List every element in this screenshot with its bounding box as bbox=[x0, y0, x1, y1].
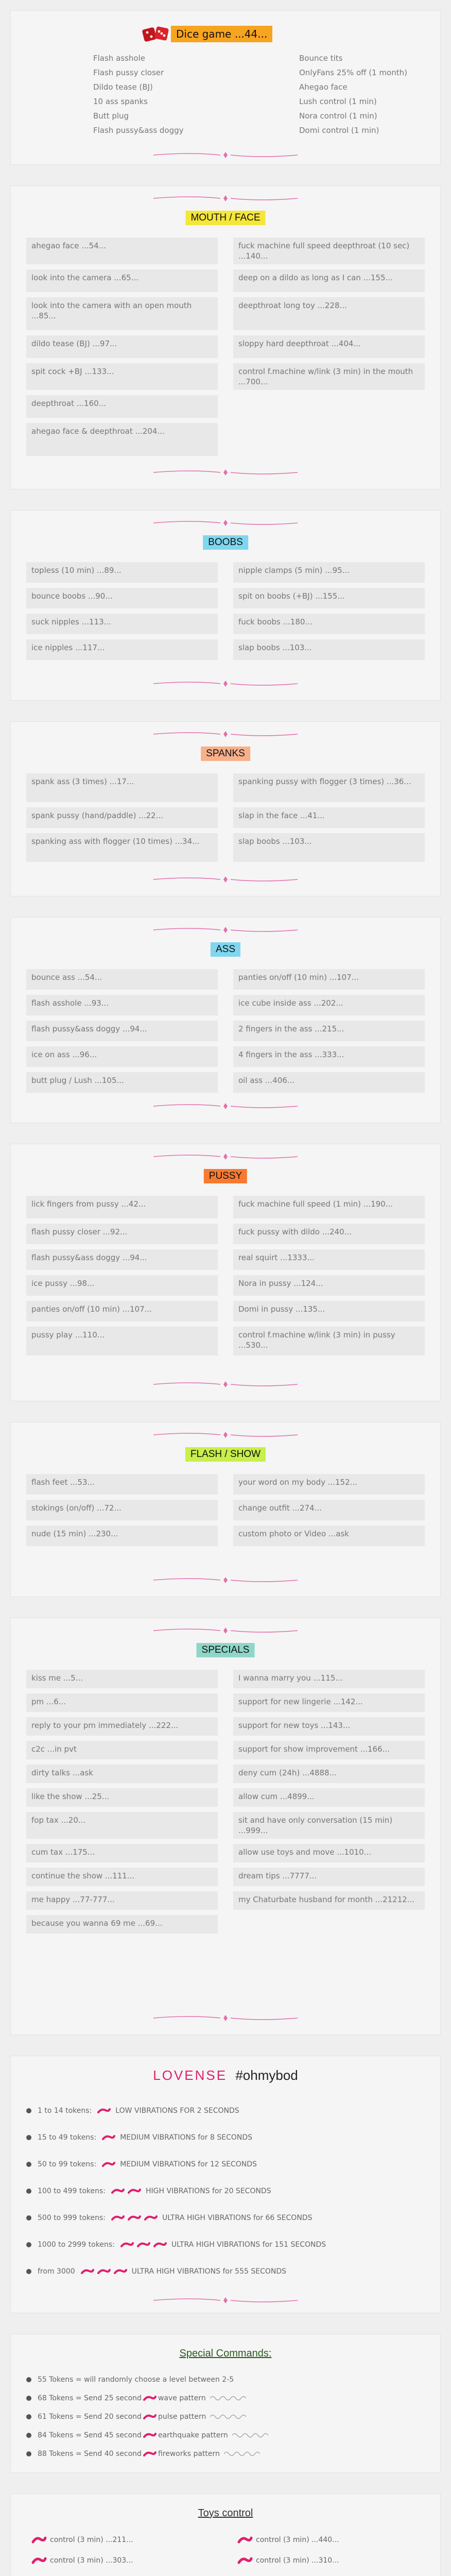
dice-option: 10 ass spanks bbox=[93, 97, 148, 106]
empty-cell bbox=[233, 395, 425, 418]
dice-panel bbox=[10, 10, 441, 165]
toy-control-text: control (3 min) ...303... bbox=[50, 2556, 133, 2565]
vibrator-icon bbox=[31, 2556, 47, 2565]
bullet-icon bbox=[26, 2215, 31, 2221]
menu-item: ice on ass ...96... bbox=[26, 1046, 218, 1067]
command-text: 88 Tokens = Send 40 second bbox=[38, 2450, 142, 2458]
boobs-price-grid bbox=[26, 562, 425, 660]
dice-option: Butt plug bbox=[93, 111, 129, 121]
menu-item: slap boobs ...103... bbox=[233, 833, 425, 862]
menu-item: support for new lingerie ...142... bbox=[233, 1693, 425, 1712]
commands-title: Special Commands: bbox=[179, 2348, 272, 2359]
mouth-panel bbox=[10, 185, 441, 489]
menu-item: pussy play ...110... bbox=[26, 1327, 218, 1355]
menu-item: allow cum ...4899... bbox=[233, 1788, 425, 1807]
vibration-description: MEDIUM VIBRATIONS for 8 SECONDS bbox=[120, 2133, 253, 2142]
command-row bbox=[26, 2428, 425, 2443]
toy-control-text: control (3 min) ...440... bbox=[256, 2536, 339, 2544]
ass-panel bbox=[10, 917, 441, 1123]
vibration-level-row bbox=[26, 2130, 425, 2145]
menu-item: ice cube inside ass ...202... bbox=[233, 995, 425, 1015]
vibration-level-row bbox=[26, 2104, 425, 2118]
specials-price-grid bbox=[26, 1670, 425, 1934]
toy-control-item bbox=[31, 2535, 217, 2545]
toy-control-text: control (3 min) ...310... bbox=[256, 2556, 339, 2565]
menu-item: dream tips ...7777... bbox=[233, 1868, 425, 1886]
menu-item: stokings (on/off) ...72... bbox=[26, 1500, 218, 1520]
menu-item: spank pussy (hand/paddle) ...22... bbox=[26, 807, 218, 828]
menu-item: deny cum (24h) ...4888... bbox=[233, 1765, 425, 1783]
bullet-icon bbox=[26, 2242, 31, 2247]
menu-item: control f.machine w/link (3 min) in pussy ...530... bbox=[233, 1327, 425, 1355]
spanks-price-grid bbox=[26, 773, 425, 862]
menu-item: spank ass (3 times) ...17... bbox=[26, 773, 218, 802]
menu-item: panties on/off (10 min) ...107... bbox=[26, 1301, 218, 1321]
lovense-tag: #ohmybod bbox=[235, 2067, 298, 2083]
menu-item: nipple clamps (5 min) ...95... bbox=[233, 562, 425, 583]
empty-cell bbox=[233, 423, 425, 456]
ass-price-grid bbox=[26, 969, 425, 1093]
dice-option: Ahegao face bbox=[299, 82, 348, 92]
vibration-description: ULTRA HIGH VIBRATIONS for 555 SECONDS bbox=[131, 2267, 287, 2276]
ornament-divider bbox=[148, 193, 303, 204]
ass-title: ASS bbox=[211, 942, 240, 957]
bullet-icon bbox=[26, 2135, 31, 2140]
menu-item: because you wanna 69 me ...69... bbox=[26, 1915, 218, 1934]
menu-item: ice nipples ...117... bbox=[26, 639, 218, 660]
menu-item: deep on a dildo as long as I can ...155... bbox=[233, 269, 425, 292]
command-text: 84 Tokens = Send 45 second bbox=[38, 2431, 142, 2439]
menu-item: dildo tease (BJ) ...97... bbox=[26, 335, 218, 358]
menu-item: slap boobs ...103... bbox=[233, 639, 425, 660]
menu-item: look into the camera ...65... bbox=[26, 269, 218, 292]
vibrator-icon bbox=[97, 2107, 111, 2114]
menu-item: bounce boobs ...90... bbox=[26, 588, 218, 608]
menu-item: sloppy hard deepthroat ...404... bbox=[233, 335, 425, 358]
menu-item: bounce ass ...54... bbox=[26, 969, 218, 990]
mouth-price-grid bbox=[26, 238, 425, 456]
menu-item: Domi in pussy ...135... bbox=[233, 1301, 425, 1321]
pattern-name: wave pattern bbox=[158, 2394, 206, 2402]
vibrator-icon bbox=[97, 2268, 111, 2275]
vibrator-icon bbox=[128, 2188, 141, 2195]
pussy-panel bbox=[10, 1144, 441, 1401]
menu-item: I wanna marry you ...115... bbox=[233, 1670, 425, 1688]
menu-item: pm ...6... bbox=[26, 1693, 218, 1712]
command-row bbox=[26, 2410, 425, 2424]
menu-item: cum tax ...175... bbox=[26, 1844, 218, 1862]
dice-option: OnlyFans 25% off (1 month) bbox=[299, 68, 407, 77]
menu-item: continue the show ...111... bbox=[26, 1868, 218, 1886]
toys-title: Toys control bbox=[198, 2507, 253, 2519]
menu-item: me happy ...77-777... bbox=[26, 1891, 218, 1910]
vibrator-icon bbox=[153, 2241, 167, 2248]
dice-option: Flash pussy closer bbox=[93, 68, 164, 77]
menu-item: support for new toys ...143... bbox=[233, 1717, 425, 1736]
menu-item: lick fingers from pussy ...42... bbox=[26, 1196, 218, 1218]
token-range: 500 to 999 tokens: bbox=[38, 2214, 106, 2222]
dice-title: Dice game ...44... bbox=[171, 26, 272, 42]
ornament-divider bbox=[148, 467, 303, 478]
pussy-price-grid bbox=[26, 1196, 425, 1355]
dice-option: Domi control (1 min) bbox=[299, 126, 379, 135]
menu-item: fuck boobs ...180... bbox=[233, 614, 425, 634]
token-range: from 3000 bbox=[38, 2267, 75, 2276]
ornament-divider bbox=[148, 1379, 303, 1389]
spanks-panel bbox=[10, 721, 441, 896]
bullet-icon bbox=[26, 2269, 31, 2274]
vibrator-icon bbox=[237, 2556, 253, 2565]
command-text: 68 Tokens = Send 25 second bbox=[38, 2394, 142, 2402]
vibrator-icon bbox=[143, 2413, 157, 2420]
token-range: 1000 to 2999 tokens: bbox=[38, 2241, 115, 2249]
ornament-divider bbox=[148, 2295, 303, 2306]
menu-item: like the show ...25... bbox=[26, 1788, 218, 1807]
menu-item: flash pussy&ass doggy ...94... bbox=[26, 1249, 218, 1270]
ornament-divider bbox=[148, 518, 303, 528]
vibration-description: ULTRA HIGH VIBRATIONS for 66 SECONDS bbox=[162, 2214, 313, 2222]
spanks-title: SPANKS bbox=[201, 747, 250, 761]
lovense-panel bbox=[10, 2056, 441, 2313]
vibrator-icon bbox=[31, 2535, 47, 2545]
flash-title: FLASH / SHOW bbox=[185, 1447, 266, 1462]
menu-item: oil ass ...406... bbox=[233, 1072, 425, 1093]
menu-item: your word on my body ...152... bbox=[233, 1474, 425, 1495]
menu-item: panties on/off (10 min) ...107... bbox=[233, 969, 425, 990]
dice-option: Lush control (1 min) bbox=[299, 97, 377, 106]
vibrator-icon bbox=[143, 2432, 157, 2439]
ornament-divider bbox=[148, 1575, 303, 1585]
vibration-description: ULTRA HIGH VIBRATIONS for 151 SECONDS bbox=[171, 2241, 326, 2249]
vibrator-icon bbox=[120, 2241, 134, 2248]
menu-item: deepthroat long toy ...228... bbox=[233, 297, 425, 330]
menu-item: spanking pussy with flogger (3 times) ...36... bbox=[233, 773, 425, 802]
menu-item: topless (10 min) ...89... bbox=[26, 562, 218, 583]
ornament-divider bbox=[148, 925, 303, 935]
menu-item: 2 fingers in the ass ...215... bbox=[233, 1021, 425, 1041]
menu-item: kiss me ...5... bbox=[26, 1670, 218, 1688]
vibrator-icon bbox=[114, 2268, 127, 2275]
menu-item: nude (15 min) ...230... bbox=[26, 1526, 218, 1546]
ornament-divider bbox=[148, 1625, 303, 1636]
menu-item: control f.machine w/link (3 min) in the mouth ...700... bbox=[233, 363, 425, 390]
toy-control-item bbox=[237, 2535, 423, 2545]
vibration-description: LOW VIBRATIONS FOR 2 SECONDS bbox=[115, 2107, 239, 2115]
menu-item: spit on boobs (+BJ) ...155... bbox=[233, 588, 425, 608]
lovense-logo: LOVENSE bbox=[153, 2067, 228, 2083]
vibration-level-row bbox=[26, 2184, 425, 2198]
ornament-divider bbox=[148, 729, 303, 739]
ornament-divider bbox=[148, 2013, 303, 2023]
menu-item: fuck pussy with dildo ...240... bbox=[233, 1224, 425, 1244]
vibration-level-row bbox=[26, 2264, 425, 2279]
toy-control-item bbox=[237, 2556, 423, 2565]
menu-item: spanking ass with flogger (10 times) ...34... bbox=[26, 833, 218, 862]
menu-item: allow use toys and move ...1010... bbox=[233, 1844, 425, 1862]
vibration-level-row bbox=[26, 2238, 425, 2252]
menu-item: dirty talks ...ask bbox=[26, 1765, 218, 1783]
dice-option: Bounce tits bbox=[299, 54, 343, 63]
dice-option: Dildo tease (BJ) bbox=[93, 82, 153, 92]
menu-item: fuck machine full speed deepthroat (10 sec) ...140... bbox=[233, 238, 425, 264]
bullet-icon bbox=[26, 2162, 31, 2167]
menu-item: custom photo or Video ...ask bbox=[233, 1526, 425, 1546]
menu-item: butt plug / Lush ...105... bbox=[26, 1072, 218, 1093]
boobs-panel bbox=[10, 510, 441, 701]
empty-cell bbox=[233, 1915, 425, 1934]
menu-item: suck nipples ...113... bbox=[26, 614, 218, 634]
specials-title: SPECIALS bbox=[197, 1643, 255, 1657]
vibrator-icon bbox=[144, 2214, 158, 2222]
dice-header bbox=[142, 25, 272, 43]
menu-item: look into the camera with an open mouth ...85... bbox=[26, 297, 218, 330]
bullet-icon bbox=[26, 2414, 31, 2419]
commands-panel bbox=[10, 2334, 441, 2473]
ornament-divider bbox=[148, 1101, 303, 1111]
menu-item: spit cock +BJ ...133... bbox=[26, 363, 218, 390]
command-text: 61 Tokens = Send 20 second bbox=[38, 2413, 142, 2421]
toy-control-item bbox=[31, 2556, 217, 2565]
token-range: 15 to 49 tokens: bbox=[38, 2133, 97, 2142]
vibrator-icon bbox=[143, 2395, 157, 2402]
lovense-header bbox=[11, 2067, 440, 2083]
bullet-icon bbox=[26, 2377, 31, 2382]
vibrator-icon bbox=[111, 2214, 125, 2222]
token-range: 100 to 499 tokens: bbox=[38, 2187, 106, 2195]
pattern-wave-icon bbox=[210, 2413, 246, 2420]
vibrator-icon bbox=[111, 2188, 125, 2195]
menu-item: c2c ...in pvt bbox=[26, 1741, 218, 1759]
menu-item: deepthroat ...160... bbox=[26, 395, 218, 418]
command-row bbox=[26, 2372, 425, 2387]
ornament-divider bbox=[148, 150, 303, 160]
dice-option: Flash pussy&ass doggy bbox=[93, 126, 184, 135]
command-row bbox=[26, 2391, 425, 2405]
mouth-title: MOUTH / FACE bbox=[185, 211, 265, 225]
toys-panel bbox=[10, 2494, 441, 2576]
toy-control-text: control (3 min) ...211... bbox=[50, 2536, 133, 2544]
pattern-name: earthquake pattern bbox=[158, 2431, 228, 2439]
dice-option: Flash asshole bbox=[93, 54, 145, 63]
menu-item: ahegao face ...54... bbox=[26, 238, 218, 264]
vibrator-icon bbox=[102, 2134, 115, 2141]
menu-item: ice pussy ...98... bbox=[26, 1275, 218, 1296]
pussy-title: PUSSY bbox=[204, 1169, 247, 1183]
pattern-name: fireworks pattern bbox=[158, 2450, 220, 2458]
menu-item: reply to your pm immediately ...222... bbox=[26, 1717, 218, 1736]
menu-item: fop tax ...20... bbox=[26, 1812, 218, 1839]
dice-left-list bbox=[93, 51, 184, 138]
flash-panel bbox=[10, 1422, 441, 1597]
pattern-wave-icon bbox=[210, 2395, 246, 2402]
menu-item: fuck machine full speed (1 min) ...190... bbox=[233, 1196, 425, 1218]
menu-item: flash asshole ...93... bbox=[26, 995, 218, 1015]
vibration-level-row bbox=[26, 2157, 425, 2172]
specials-panel bbox=[10, 1618, 441, 2035]
ornament-divider bbox=[148, 874, 303, 885]
token-range: 50 to 99 tokens: bbox=[38, 2160, 97, 2168]
bullet-icon bbox=[26, 2433, 31, 2438]
bullet-icon bbox=[26, 2189, 31, 2194]
dice-right-list bbox=[299, 51, 407, 138]
ornament-divider bbox=[148, 1151, 303, 1162]
vibrator-icon bbox=[237, 2535, 253, 2545]
bullet-icon bbox=[26, 2108, 31, 2113]
menu-item: my Chaturbate husband for month ...21212... bbox=[233, 1891, 425, 1910]
flash-price-grid bbox=[26, 1474, 425, 1546]
menu-item: flash feet ...53... bbox=[26, 1474, 218, 1495]
vibrator-icon bbox=[137, 2241, 150, 2248]
menu-item: change outfit ...274... bbox=[233, 1500, 425, 1520]
vibrator-icon bbox=[143, 2450, 157, 2458]
token-range: 1 to 14 tokens: bbox=[38, 2107, 92, 2115]
pattern-name: pulse pattern bbox=[158, 2413, 206, 2421]
menu-item: sit and have only conversation (15 min) ...999... bbox=[233, 1812, 425, 1839]
pattern-wave-icon bbox=[232, 2432, 268, 2439]
menu-item: Nora in pussy ...124... bbox=[233, 1275, 425, 1296]
vibrator-icon bbox=[128, 2214, 141, 2222]
vibration-description: HIGH VIBRATIONS for 20 SECONDS bbox=[146, 2187, 271, 2195]
pattern-wave-icon bbox=[224, 2450, 260, 2458]
menu-item: slap in the face ...41... bbox=[233, 807, 425, 828]
ornament-divider bbox=[148, 679, 303, 689]
command-row bbox=[26, 2447, 425, 2461]
vibrator-icon bbox=[102, 2161, 115, 2168]
menu-item: flash pussy&ass doggy ...94... bbox=[26, 1021, 218, 1041]
dice-option: Nora control (1 min) bbox=[299, 111, 377, 121]
vibrator-icon bbox=[81, 2268, 94, 2275]
menu-item: 4 fingers in the ass ...333... bbox=[233, 1046, 425, 1067]
menu-item: support for show improvement ...166... bbox=[233, 1741, 425, 1759]
menu-item: ahegao face & deepthroat ...204... bbox=[26, 423, 218, 456]
vibration-description: MEDIUM VIBRATIONS for 12 SECONDS bbox=[120, 2160, 257, 2168]
bullet-icon bbox=[26, 2396, 31, 2401]
menu-item: flash pussy closer ...92... bbox=[26, 1224, 218, 1244]
bullet-icon bbox=[26, 2451, 31, 2456]
command-text: 55 Tokens = will randomly choose a level between 2-5 bbox=[38, 2376, 234, 2384]
menu-item: real squirt ...1333... bbox=[233, 1249, 425, 1270]
ornament-divider bbox=[148, 1430, 303, 1440]
dice-icon bbox=[142, 25, 171, 43]
boobs-title: BOOBS bbox=[203, 535, 248, 550]
vibration-level-row bbox=[26, 2211, 425, 2225]
